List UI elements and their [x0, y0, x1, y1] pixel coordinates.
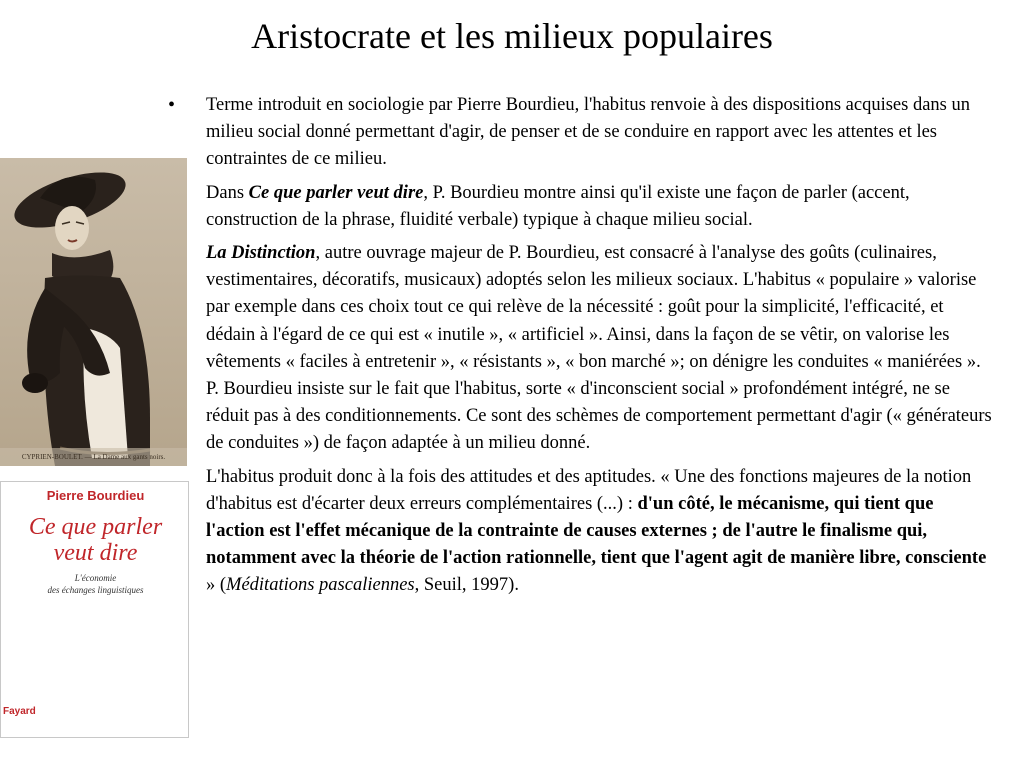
book-reference: Ce que parler veut dire [248, 182, 424, 203]
book-title-line-1: Ce que parler [28, 514, 163, 540]
paragraph-text-pre: L'habitus produit donc à la fois des attitudes et des aptitudes. « Une des fonctions majeures de la notion d'habitus est d'écarter deux erreurs complémentaires (...) : [206, 466, 972, 514]
book-title [1, 514, 190, 566]
paragraph-meditations-quote [206, 464, 992, 600]
book-publisher: Fayard [3, 706, 36, 717]
book-reference: Méditations pascaliennes [226, 575, 415, 596]
quote-bold: d'un côté, le mécanisme, qui tient que l'action est l'effet mécanique de la contrainte de causes externes ; de l'autre le finalisme qui, notamment avec la théorie de l'action rationnelle, tient que l'agent agit de manière libre, consciente [206, 493, 987, 569]
book-cover [0, 481, 189, 738]
paragraph-text-mid: » ( [206, 575, 227, 596]
book-reference: La Distinction [206, 243, 316, 264]
slide-body [168, 92, 992, 606]
bullet-marker: • [168, 94, 176, 116]
paragraph-ce-que-parler [206, 180, 992, 234]
woman-portrait-illustration [0, 158, 187, 466]
paragraph-habitus-definition [206, 92, 992, 174]
paragraph-text-pre: Dans [206, 182, 249, 203]
paragraph-la-distinction [206, 240, 992, 458]
book-author: Pierre Bourdieu [46, 488, 145, 503]
slide-title: Aristocrate et les milieux populaires [251, 16, 773, 56]
paragraph-text: Terme introduit en sociologie par Pierre Bourdieu, l'habitus renvoie à des dispositions acquises dans un milieu social donné permettant d'agir, de penser et de se conduire en rapport avec les attentes et les contraintes de ce milieu. [206, 95, 970, 170]
portrait-photo [0, 158, 187, 466]
book-subtitle-line-2: des échanges linguistiques [47, 585, 144, 595]
photo-caption: CYPRIEN-BOULET. — La Dame aux gants noirs. [0, 448, 187, 466]
paragraph-text-post: , Seuil, 1997). [414, 575, 519, 596]
book-title-line-2: veut dire [53, 540, 138, 566]
paragraph-text-post: , P. Bourdieu montre ainsi qu'il existe une façon de parler (accent, construction de la phrase, fluidité verbale) typique à chaque milieu social. [206, 182, 910, 230]
book-subtitle [1, 572, 190, 596]
paragraph-text-post: , autre ouvrage majeur de P. Bourdieu, est consacré à l'analyse des goûts (culinaires, vestimentaires, décoratifs, musicaux) adoptés selon les milieux sociaux. L'habitus « populaire » valorise par exemple dans ces choix tout ce qui relève de la nécessité : goût pour la simplicité, l'efficacité, et dédain à l'égard de ce qui est « inutile », « artificiel ». Ainsi, dans la façon de se vêtir, on valorise les vêtements « faciles à entretenir », « résistants », « bon marché »; on dénigre les conduites « maniérées ». P. Bourdieu insiste sur le fait que l'habitus, sorte « d'inconscient social » profondément intégré, ne se réduit pas à des conditionnements. Ce sont des schèmes de comportement permettant d'agir (« générateurs de conduites ») de façon adaptée à un milieu donné. [206, 243, 992, 454]
book-subtitle-line-1: L'économie [74, 573, 117, 583]
